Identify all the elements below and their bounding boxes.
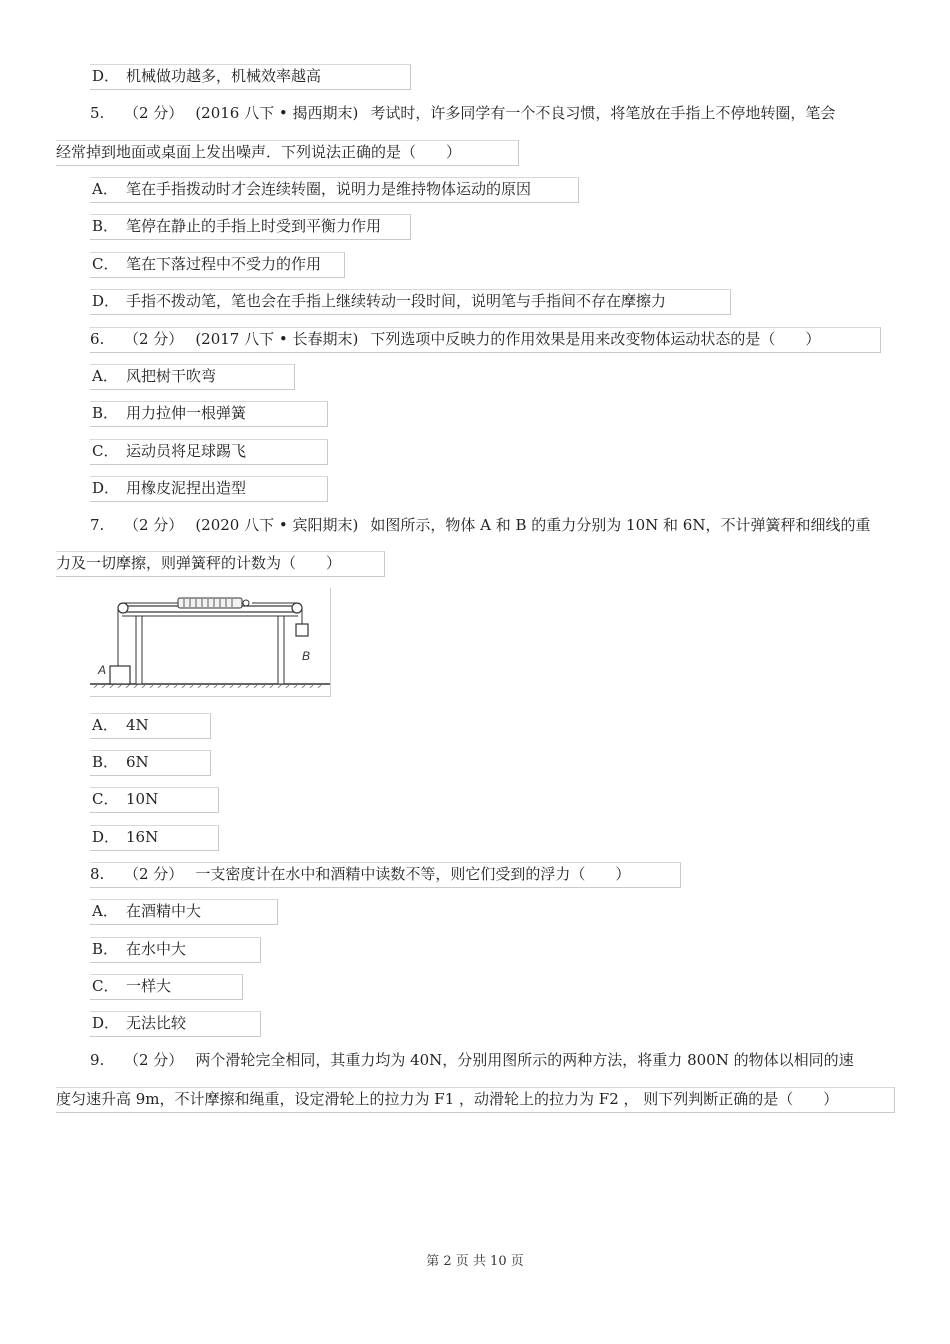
q6-option-d xyxy=(90,476,328,502)
option-text: 笔停在静止的手指上时受到平衡力作用 xyxy=(126,217,382,235)
q4-option-d xyxy=(90,64,411,90)
q5-option-c xyxy=(90,252,345,278)
question-stem-cont: 经常掉到地面或桌面上发出噪声．下列说法正确的是（ ） xyxy=(56,143,462,161)
option-letter: A． xyxy=(92,367,118,385)
question-stem-cont: 力及一切摩擦，则弹簧秤的计数为（ ） xyxy=(56,554,342,572)
option-letter: D． xyxy=(92,479,120,497)
option-letter: B． xyxy=(92,753,119,771)
question-source: (2020 八下 • 宾阳期末) xyxy=(195,516,359,534)
option-text: 4N xyxy=(126,716,149,734)
option-text: 机械做功越多，机械效率越高 xyxy=(126,67,322,85)
option-text: 在酒精中大 xyxy=(126,902,202,920)
q7-figure xyxy=(90,588,331,697)
option-letter: D． xyxy=(92,828,120,846)
q5-option-b xyxy=(90,214,411,240)
q7-option-a xyxy=(90,713,211,739)
question-stem: 如图所示，物体 A 和 B 的重力分别为 10N 和 6N，不计弹簧秤和细线的重 xyxy=(370,516,871,534)
block-a-icon xyxy=(110,666,130,684)
q5-stem-line1 xyxy=(90,102,894,126)
q7-option-b xyxy=(90,750,211,776)
option-text: 运动员将足球踢飞 xyxy=(126,442,247,460)
q8-option-c xyxy=(90,974,243,1000)
question-number: 8. xyxy=(90,865,105,883)
question-source: (2016 八下 • 揭西期末) xyxy=(195,104,359,122)
option-letter: D． xyxy=(92,67,120,85)
question-number: 9. xyxy=(90,1051,105,1069)
q5-option-a xyxy=(90,177,579,203)
block-b-icon xyxy=(296,624,308,636)
option-text: 在水中大 xyxy=(126,940,187,958)
option-letter: D． xyxy=(92,1014,120,1032)
question-source: (2017 八下 • 长春期末) xyxy=(195,330,359,348)
q7-option-c xyxy=(90,787,219,813)
question-stem: 两个滑轮完全相同，其重力均为 40N，分别用图所示的两种方法，将重力 800N 的物体以相同的速 xyxy=(195,1051,854,1069)
option-letter: C． xyxy=(92,790,119,808)
question-stem: 一支密度计在水中和酒精中读数不等，则它们受到的浮力（ ） xyxy=(195,865,631,883)
option-text: 笔在下落过程中不受力的作用 xyxy=(126,255,322,273)
option-text: 风把树干吹弯 xyxy=(126,367,217,385)
q7-stem-line1 xyxy=(90,514,894,538)
question-points: （2 分） xyxy=(124,1051,184,1069)
q5-option-d xyxy=(90,289,731,315)
pulley-diagram xyxy=(90,588,330,696)
option-text: 无法比较 xyxy=(126,1014,187,1032)
question-number: 5. xyxy=(90,104,105,122)
option-letter: A． xyxy=(92,180,118,198)
option-text: 用橡皮泥捏出造型 xyxy=(126,479,247,497)
q6-option-b xyxy=(90,401,328,427)
q9-stem-line1 xyxy=(90,1049,894,1073)
option-text: 笔在手指拨动时才会连续转圈，说明力是维持物体运动的原因 xyxy=(126,180,532,198)
option-letter: C． xyxy=(92,255,119,273)
option-letter: A． xyxy=(92,716,118,734)
q9-stem-line2 xyxy=(56,1087,895,1113)
option-text: 10N xyxy=(126,790,159,808)
option-letter: B． xyxy=(92,217,119,235)
option-letter: C． xyxy=(92,442,119,460)
left-pulley-icon xyxy=(118,603,128,613)
question-points: （2 分） xyxy=(124,516,184,534)
question-stem: 考试时，许多同学有一个不良习惯，将笔放在手指上不停地转圈，笔会 xyxy=(370,104,836,122)
question-stem-cont: 度匀速升高 9m，不计摩擦和绳重，设定滑轮上的拉力为 F1 ，动滑轮上的拉力为 F2 ， 则下列判断正确的是（ ） xyxy=(56,1090,839,1108)
q8-stem-line1 xyxy=(90,862,681,888)
question-points: （2 分） xyxy=(124,865,184,883)
q5-stem-line2 xyxy=(56,140,519,166)
question-points: （2 分） xyxy=(124,104,184,122)
label-b: B xyxy=(302,649,311,663)
question-points: （2 分） xyxy=(124,330,184,348)
option-text: 手指不拨动笔，笔也会在手指上继续转动一段时间，说明笔与手指间不存在摩擦力 xyxy=(126,292,667,310)
option-letter: B． xyxy=(92,940,119,958)
option-text: 6N xyxy=(126,753,149,771)
q6-option-a xyxy=(90,364,295,390)
right-pulley-icon xyxy=(292,603,302,613)
q7-stem-line2 xyxy=(56,551,385,577)
q8-option-d xyxy=(90,1011,261,1037)
question-number: 6. xyxy=(90,330,105,348)
question-stem: 下列选项中反映力的作用效果是用来改变物体运动状态的是（ ） xyxy=(370,330,821,348)
option-text: 一样大 xyxy=(126,977,172,995)
page-footer: 第 2 页 共 10 页 xyxy=(426,1254,524,1269)
option-letter: D． xyxy=(92,292,120,310)
q8-option-b xyxy=(90,937,261,963)
option-letter: A． xyxy=(92,902,118,920)
question-number: 7. xyxy=(90,516,105,534)
q6-option-c xyxy=(90,439,328,465)
option-text: 16N xyxy=(126,828,159,846)
label-a: A xyxy=(98,663,107,677)
option-letter: B． xyxy=(92,404,119,422)
q7-option-d xyxy=(90,825,219,851)
option-letter: C． xyxy=(92,977,119,995)
q6-stem-line1 xyxy=(90,327,881,353)
option-text: 用力拉伸一根弹簧 xyxy=(126,404,247,422)
q8-option-a xyxy=(90,899,278,925)
